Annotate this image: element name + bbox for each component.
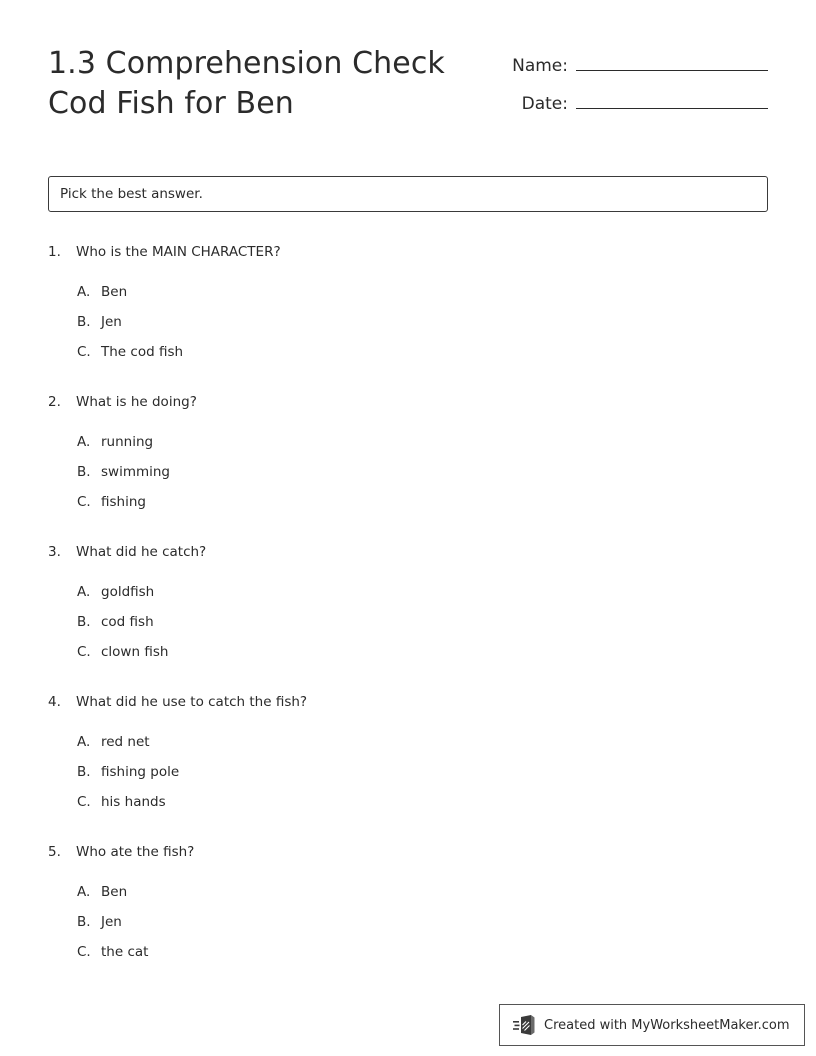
choice-option[interactable] xyxy=(77,943,768,973)
choice-text: red net xyxy=(101,734,150,750)
choice-list xyxy=(48,733,768,823)
choice-option[interactable] xyxy=(77,913,768,943)
choice-text: Jen xyxy=(101,914,122,930)
choice-text: fishing pole xyxy=(101,764,180,780)
choice-option[interactable] xyxy=(77,643,768,673)
question-item xyxy=(48,693,768,823)
choice-letter: A. xyxy=(77,284,91,300)
title-line-1: 1.3 Comprehension Check xyxy=(48,46,445,81)
choice-list xyxy=(48,433,768,523)
choice-option[interactable] xyxy=(77,313,768,343)
choice-text: cod fish xyxy=(101,614,154,630)
choice-letter: B. xyxy=(77,914,91,930)
choice-text: Ben xyxy=(101,284,128,300)
choice-letter: C. xyxy=(77,494,91,510)
choice-text: The cod fish xyxy=(101,344,184,360)
instruction-box xyxy=(48,176,768,212)
question-text: What did he use to catch the fish? xyxy=(76,694,308,710)
question-item xyxy=(48,543,768,673)
choice-text: clown fish xyxy=(101,644,169,660)
choice-letter: B. xyxy=(77,464,91,480)
question-number: 2. xyxy=(48,394,61,410)
question-heading xyxy=(48,393,768,423)
choice-letter: C. xyxy=(77,344,91,360)
worksheet-header xyxy=(48,44,768,144)
choice-text: goldfish xyxy=(101,584,155,600)
choice-option[interactable] xyxy=(77,613,768,643)
page-title xyxy=(48,44,498,124)
choice-text: the cat xyxy=(101,944,149,960)
choice-list xyxy=(48,283,768,373)
question-text: Who ate the fish? xyxy=(76,844,195,860)
choice-letter: A. xyxy=(77,584,91,600)
choice-letter: C. xyxy=(77,794,91,810)
question-item xyxy=(48,393,768,523)
question-text: What is he doing? xyxy=(76,394,197,410)
created-with-text: Created with MyWorksheetMaker.com xyxy=(544,1017,790,1033)
created-with-badge[interactable] xyxy=(499,1004,805,1046)
choice-option[interactable] xyxy=(77,733,768,763)
choice-text: his hands xyxy=(101,794,166,810)
choice-text: Jen xyxy=(101,314,122,330)
question-heading xyxy=(48,243,768,273)
question-heading xyxy=(48,843,768,873)
choice-option[interactable] xyxy=(77,793,768,823)
name-row xyxy=(498,50,768,88)
question-number: 5. xyxy=(48,844,61,860)
question-number: 3. xyxy=(48,544,61,560)
choice-option[interactable] xyxy=(77,343,768,373)
question-item xyxy=(48,243,768,373)
choice-list xyxy=(48,583,768,673)
question-heading xyxy=(48,543,768,573)
choice-letter: A. xyxy=(77,734,91,750)
title-line-2: Cod Fish for Ben xyxy=(48,86,294,121)
question-heading xyxy=(48,693,768,723)
date-input-line[interactable] xyxy=(576,88,768,109)
choice-letter: A. xyxy=(77,884,91,900)
choice-letter: B. xyxy=(77,314,91,330)
question-list xyxy=(48,243,768,993)
choice-option[interactable] xyxy=(77,493,768,523)
choice-letter: B. xyxy=(77,614,91,630)
worksheet-maker-logo-icon xyxy=(512,1013,538,1037)
choice-text: running xyxy=(101,434,154,450)
choice-text: Ben xyxy=(101,884,128,900)
name-date-block xyxy=(498,50,768,126)
choice-option[interactable] xyxy=(77,433,768,463)
date-row xyxy=(498,88,768,126)
name-label: Name: xyxy=(512,56,568,76)
question-text: Who is the MAIN CHARACTER? xyxy=(76,244,281,260)
choice-text: swimming xyxy=(101,464,171,480)
choice-option[interactable] xyxy=(77,283,768,313)
choice-option[interactable] xyxy=(77,463,768,493)
choice-option[interactable] xyxy=(77,763,768,793)
choice-letter: A. xyxy=(77,434,91,450)
question-item xyxy=(48,843,768,973)
choice-option[interactable] xyxy=(77,583,768,613)
choice-letter: C. xyxy=(77,944,91,960)
instruction-text: Pick the best answer. xyxy=(60,186,203,202)
question-number: 4. xyxy=(48,694,61,710)
question-text: What did he catch? xyxy=(76,544,207,560)
choice-letter: C. xyxy=(77,644,91,660)
name-input-line[interactable] xyxy=(576,50,768,71)
choice-option[interactable] xyxy=(77,883,768,913)
choice-letter: B. xyxy=(77,764,91,780)
choice-text: fishing xyxy=(101,494,146,510)
date-label: Date: xyxy=(521,94,568,114)
choice-list xyxy=(48,883,768,973)
question-number: 1. xyxy=(48,244,61,260)
